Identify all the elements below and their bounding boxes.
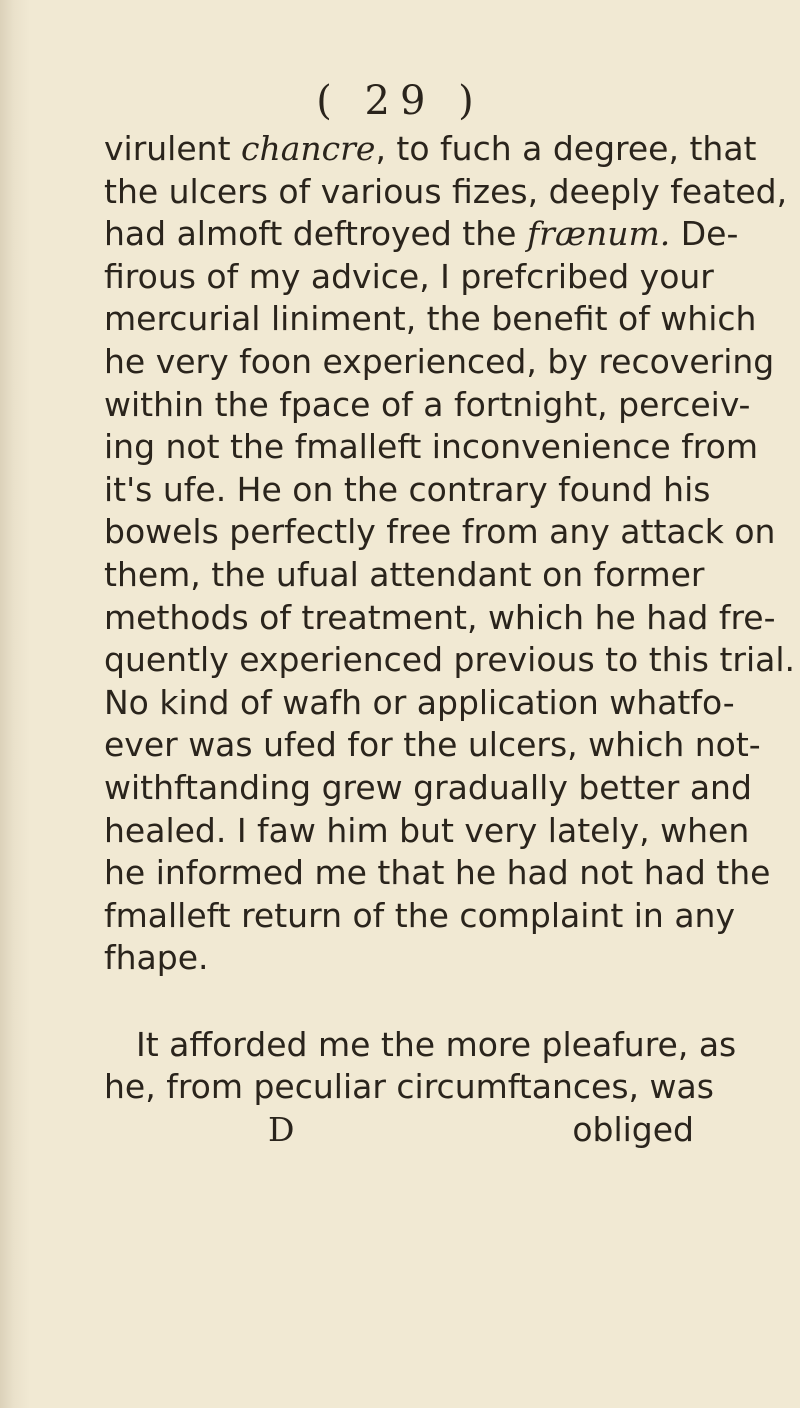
text-line: he, from peculiar circumftances, was [104,1067,714,1107]
text-line: It afforded me the more pleafure, as [136,1024,737,1064]
text-line: them, the ufual attendant on former [104,554,705,594]
catchword: obliged [572,1110,694,1150]
text-line: it's ufe. He on the contrary found his [104,469,711,509]
text-line: withftanding grew gradually better and [104,767,752,807]
text-line: healed. I faw him but very lately, when [104,810,750,850]
text-line: No kind of wafh or application whatfo- [104,682,735,722]
text-line: virulent chancre, to fuch a degree, that [104,129,757,168]
text-line: fhape. [104,938,209,978]
text-line: the ulcers of various fizes, deeply feated, [104,171,788,211]
text-line: quently experienced previous to this trial. [104,640,796,680]
text-line: within the fpace of a fortnight, perceiv- [104,384,751,424]
page-number: ( 29 ) [316,78,484,124]
text-line: mercurial liniment, the benefit of which [104,299,757,339]
page-footer [104,1109,694,1152]
signature-mark: D [268,1110,295,1150]
italic-term: chancre [241,129,376,168]
text-line: firous of my advice, I prefcribed your [104,256,714,296]
text-line: fmalleft return of the complaint in any [104,895,735,935]
text-line: he informed me that he had not had the [104,853,771,893]
body-text [104,128,796,1152]
text-line: ing not the fmalleft inconvenience from [104,427,758,467]
text-line: had almoft deftroyed the frænum. De- [104,214,739,254]
paragraph-gap [104,980,694,1024]
text-line: he very foon experienced, by recovering [104,341,775,381]
text-line: ever was ufed for the ulcers, which not- [104,725,761,765]
italic-term: frænum. [526,214,671,254]
text-line: methods of treatment, which he had fre- [104,597,776,637]
text-line: bowels perfectly free from any attack on [104,512,776,552]
